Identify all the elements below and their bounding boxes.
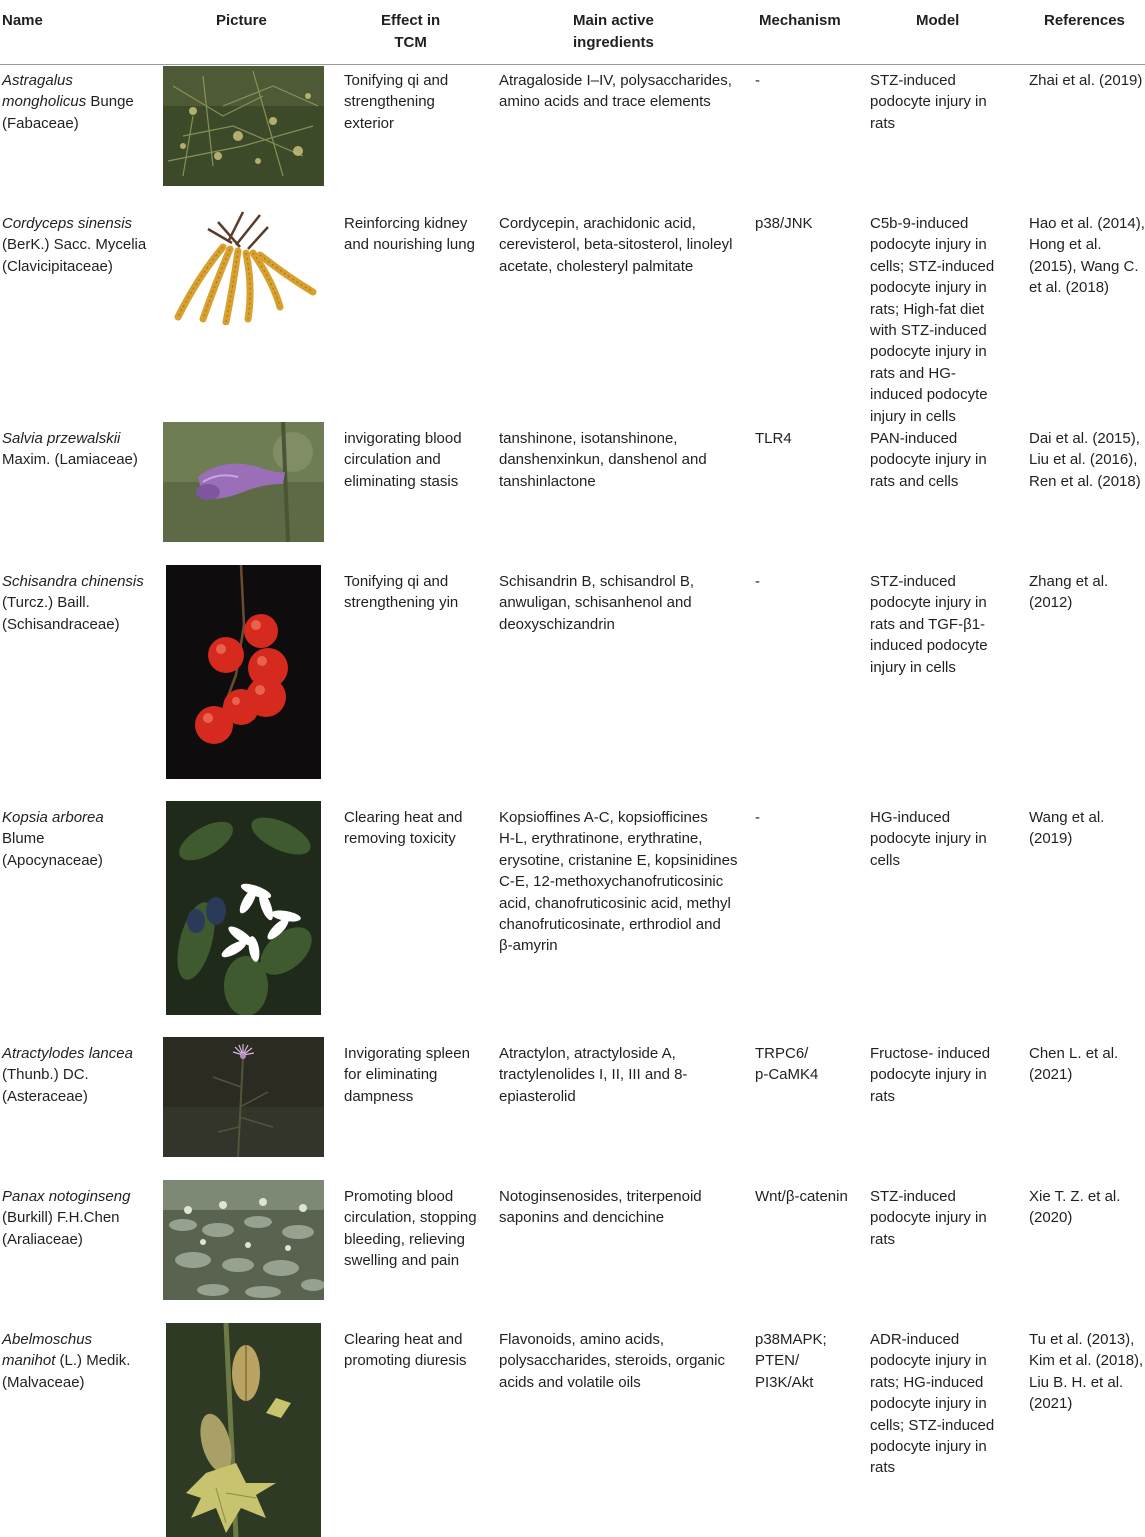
row-references: Chen L. et al. (2021): [1029, 1045, 1119, 1084]
row-mechanism: Wnt/β-catenin: [755, 1188, 848, 1205]
row-name: [2, 1329, 152, 1393]
row-effect: Tonifying qi and strengthening exterior: [344, 72, 449, 132]
header-effect: Effect in TCM: [381, 12, 441, 51]
table-row: [0, 416, 1145, 566]
row-name: [2, 1043, 152, 1107]
latin-name: Schisandra chinensis: [2, 573, 144, 590]
row-model: ADR-induced podocyte injury in rats; HG-induced podocyte injury in cells; STZ-induced podocyte injury in rats: [870, 1331, 995, 1477]
header-references: References: [1044, 12, 1125, 29]
row-model: C5b-9-induced podocyte injury in cells; STZ-induced podocyte injury in rats; High-fat diet with STZ-induced podocyte injury in rats and HG- induced podocyte injury in cells: [870, 215, 995, 425]
salvia-photo: [163, 422, 324, 542]
row-mechanism: p38MAPK; PTEN/ PI3K/Akt: [755, 1331, 827, 1391]
row-ingredients: Kopsioffines A-C, kopsiofficines H-L, erythratinone, erythratine, erysotine, cristanine E, kopsinidines C-E, 12-methoxychanofruticosinic acid, chanofruticosinic acid, methyl chanofruticosinate, erthrodiol and β-amyrin: [499, 809, 738, 955]
cordyceps-photo: [168, 207, 318, 325]
name-authority: Maxim. (Lamiaceae): [2, 451, 138, 469]
table-row: [0, 1174, 1145, 1324]
row-references: Dai et al. (2015), Liu et al. (2016), Ren et al. (2018): [1029, 430, 1141, 490]
name-authority: (BerK.) Sacc. Mycelia (Clavicipitaceae): [2, 236, 147, 275]
row-ingredients: Notoginsenosides, triterpenoid saponins and dencichine: [499, 1188, 702, 1227]
header-mechanism: Mechanism: [759, 12, 841, 29]
latin-name: Astragalus mongholicus: [2, 72, 87, 111]
latin-name: Kopsia arborea: [2, 809, 104, 826]
row-effect: Clearing heat and removing toxicity: [344, 809, 463, 848]
row-references: Zhang et al. (2012): [1029, 573, 1109, 612]
row-references: Zhai et al. (2019): [1029, 72, 1143, 89]
row-references: Wang et al. (2019): [1029, 809, 1105, 848]
row-effect: Invigorating spleen for eliminating dampness: [344, 1045, 470, 1105]
name-authority: (Burkill) F.H.Chen (Araliaceae): [2, 1209, 120, 1248]
row-effect: Clearing heat and promoting diuresis: [344, 1331, 467, 1370]
header-ingredients: Main active ingredients: [573, 12, 654, 51]
schisandra-photo: [166, 565, 321, 779]
name-authority: Blume (Apocynaceae): [2, 830, 103, 869]
row-model: Fructose- induced podocyte injury in rats: [870, 1045, 991, 1105]
panax-photo: [163, 1180, 324, 1300]
table-row: [0, 1317, 1145, 1537]
row-ingredients: Schisandrin B, schisandrol B, anwuligan, schisanhenol and deoxyschizandrin: [499, 573, 695, 633]
row-mechanism: -: [755, 809, 760, 826]
row-effect: Reinforcing kidney and nourishing lung: [344, 215, 475, 254]
row-mechanism: p38/JNK: [755, 215, 813, 232]
row-name: [2, 571, 152, 635]
row-model: STZ-induced podocyte injury in rats: [870, 72, 987, 132]
row-name: [2, 1186, 152, 1250]
table-row: [0, 795, 1145, 1035]
row-references: Xie T. Z. et al. (2020): [1029, 1188, 1121, 1227]
row-name: [2, 70, 152, 134]
latin-name: Abelmoschus manihot: [2, 1331, 93, 1370]
kopsia-photo: [166, 801, 321, 1015]
table-row: [0, 1031, 1145, 1181]
row-ingredients: tanshinone, isotanshinone, danshenxinkun, danshenol and tanshinlactone: [499, 430, 707, 490]
row-effect: Tonifying qi and strengthening yin: [344, 573, 459, 612]
row-effect: invigorating blood circulation and eliminating stasis: [344, 430, 462, 490]
latin-name: Panax notoginseng: [2, 1188, 131, 1205]
row-model: HG-induced podocyte injury in cells: [870, 809, 987, 869]
row-ingredients: Flavonoids, amino acids, polysaccharides, steroids, organic acids and volatile oils: [499, 1331, 725, 1391]
row-ingredients: Atractylon, atractyloside A, tractylenolides I, II, III and 8- epiasterolid: [499, 1045, 688, 1105]
row-name: [2, 213, 152, 277]
row-name: [2, 428, 152, 471]
name-authority: (Thunb.) DC. (Asteraceae): [2, 1066, 89, 1105]
header-name: Name: [2, 12, 43, 29]
header-picture: Picture: [216, 12, 267, 29]
table-header: [0, 0, 1145, 65]
row-references: Hao et al. (2014), Hong et al. (2015), Wang C. et al. (2018): [1029, 215, 1145, 297]
latin-name: Atractylodes lancea: [2, 1045, 133, 1062]
row-effect: Promoting blood circulation, stopping bleeding, relieving swelling and pain: [344, 1188, 477, 1270]
name-authority: (L.) Medik. (Malvaceae): [2, 1352, 131, 1391]
abelmoschus-photo: [166, 1323, 321, 1537]
table-row: [0, 559, 1145, 799]
row-ingredients: Atragaloside I–IV, polysaccharides, amino acids and trace elements: [499, 72, 732, 111]
name-authority: Bunge (Fabaceae): [2, 93, 134, 132]
row-mechanism: TRPC6/ p-CaMK4: [755, 1045, 819, 1084]
row-model: PAN-induced podocyte injury in rats and cells: [870, 430, 987, 490]
row-mechanism: -: [755, 573, 760, 590]
name-authority: (Turcz.) Baill. (Schisandraceae): [2, 594, 120, 633]
row-model: STZ-induced podocyte injury in rats: [870, 1188, 987, 1248]
latin-name: Cordyceps sinensis: [2, 215, 133, 232]
astragalus-photo: [163, 66, 324, 186]
table-row: [0, 201, 1145, 423]
row-name: [2, 807, 152, 871]
row-ingredients: Cordycepin, arachidonic acid, cerevisterol, beta-sitosterol, linoleyl acetate, cholesteryl palmitate: [499, 215, 733, 275]
header-model: Model: [916, 12, 960, 29]
table-row: [0, 58, 1145, 208]
atractylodes-photo: [163, 1037, 324, 1157]
latin-name: Salvia przewalskii: [2, 430, 121, 447]
row-mechanism: TLR4: [755, 430, 792, 447]
row-mechanism: -: [755, 72, 760, 89]
row-references: Tu et al. (2013), Kim et al. (2018), Liu B. H. et al. (2021): [1029, 1331, 1144, 1413]
row-model: STZ-induced podocyte injury in rats and TGF-β1- induced podocyte injury in cells: [870, 573, 988, 676]
